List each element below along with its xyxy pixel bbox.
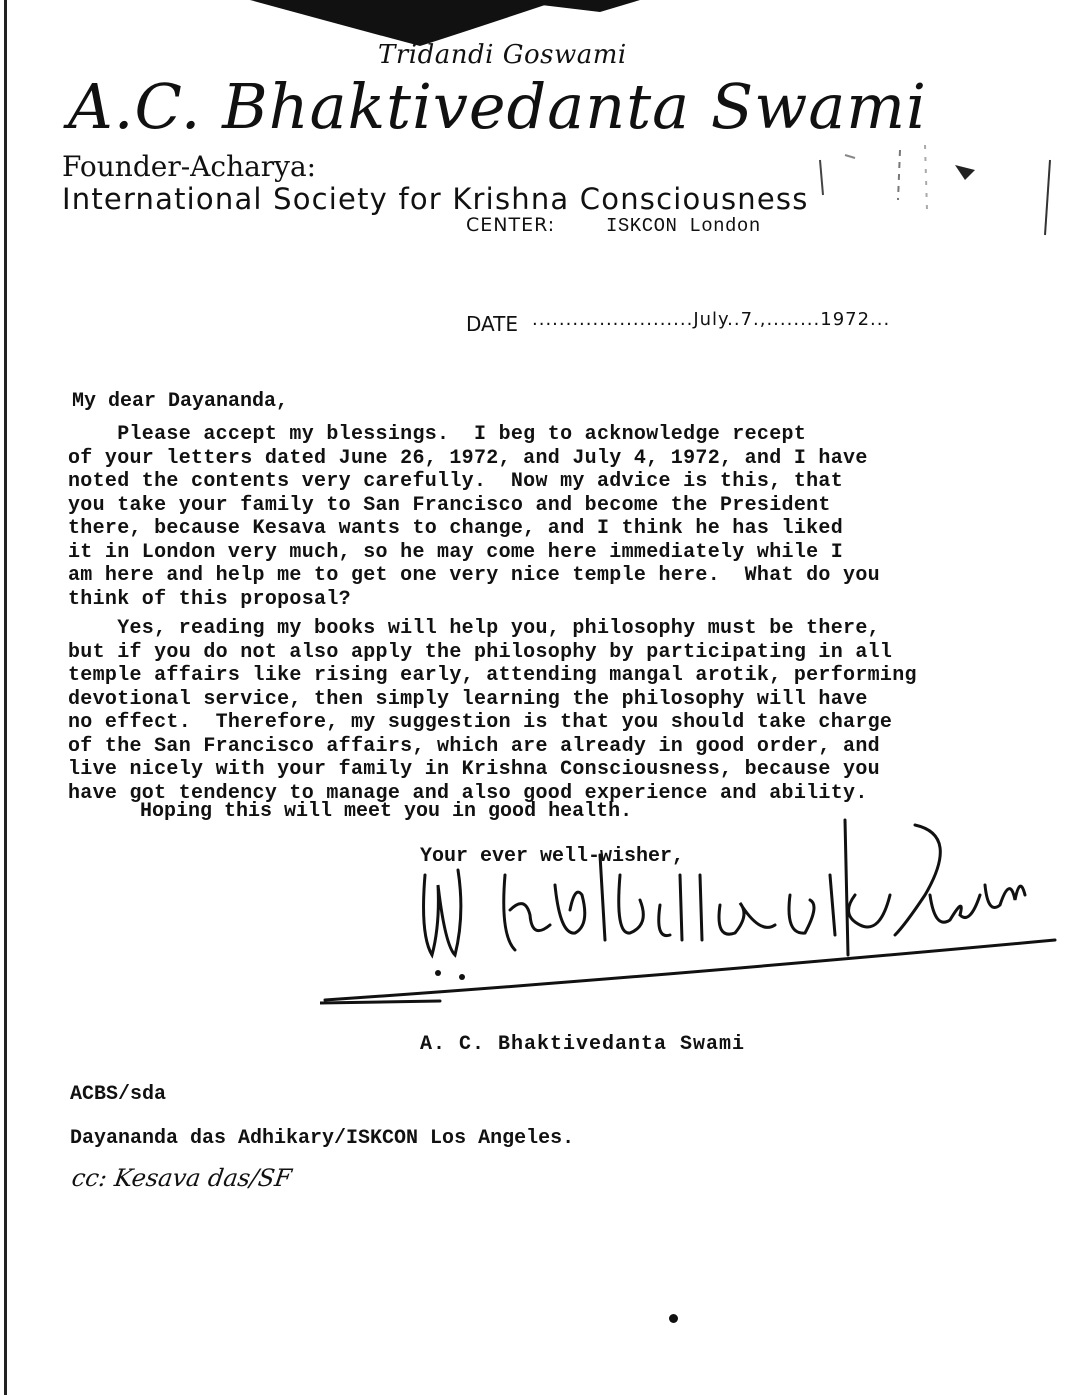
- salutation: My dear Dayananda,: [72, 390, 289, 413]
- valediction: Your ever well-wisher,: [420, 845, 685, 868]
- scan-left-edge: [4, 0, 9, 1395]
- letterhead-society: International Society for Krishna Consciousness: [62, 182, 809, 216]
- paragraph-1: Please accept my blessings. I beg to acknowledge recept of your letters dated June 26, 1972, and July 4, 1972, and I have noted the contents very carefully. Now my advice is this, that you take your family to San Francisco and become the President there, because Kesava wants to change, and I think he has liked it in London very much, so he may come here immediately while I am here and help me to get one very nice temple here. What do you think of this proposal?: [68, 423, 880, 611]
- signer-name: A. C. Bhaktivedanta Swami: [420, 1033, 746, 1056]
- handwritten-signature: [320, 815, 1060, 1015]
- center-value: ISKCON London: [606, 215, 761, 237]
- letterhead-name: A.C. Bhaktivedanta Swami: [68, 70, 927, 143]
- letterhead-tridandi: Tridandi Goswami: [378, 40, 627, 70]
- date-label: DATE: [466, 312, 519, 336]
- letterhead-founder: Founder-Acharya:: [62, 150, 317, 183]
- reference-initials: ACBS/sda: [70, 1083, 167, 1106]
- date-value: ........................July..7.,........1972...: [532, 309, 891, 330]
- paragraph-2: Yes, reading my books will help you, philosophy must be there, but if you do not also apply the philosophy by participating in all temple affairs like rising early, attending mangal arotik, performing devotional service, then simply learning the philosophy will have no effect. Therefore, my suggestion is that you should take charge of the San Francisco affairs, which are already in good order, and live nicely with your family in Krishna Consciousness, because you have got tendency to manage and also good experience and ability.: [68, 617, 917, 805]
- cc-handwritten-note: cc: Kesava das/SF: [70, 1164, 294, 1192]
- ink-dot: [669, 1314, 678, 1323]
- faded-stamp: [815, 140, 1065, 240]
- recipient-line: Dayananda das Adhikary/ISKCON Los Angeles.: [70, 1127, 575, 1150]
- center-label: CENTER:: [466, 214, 556, 236]
- closing-line: Hoping this will meet you in good health.: [140, 800, 633, 823]
